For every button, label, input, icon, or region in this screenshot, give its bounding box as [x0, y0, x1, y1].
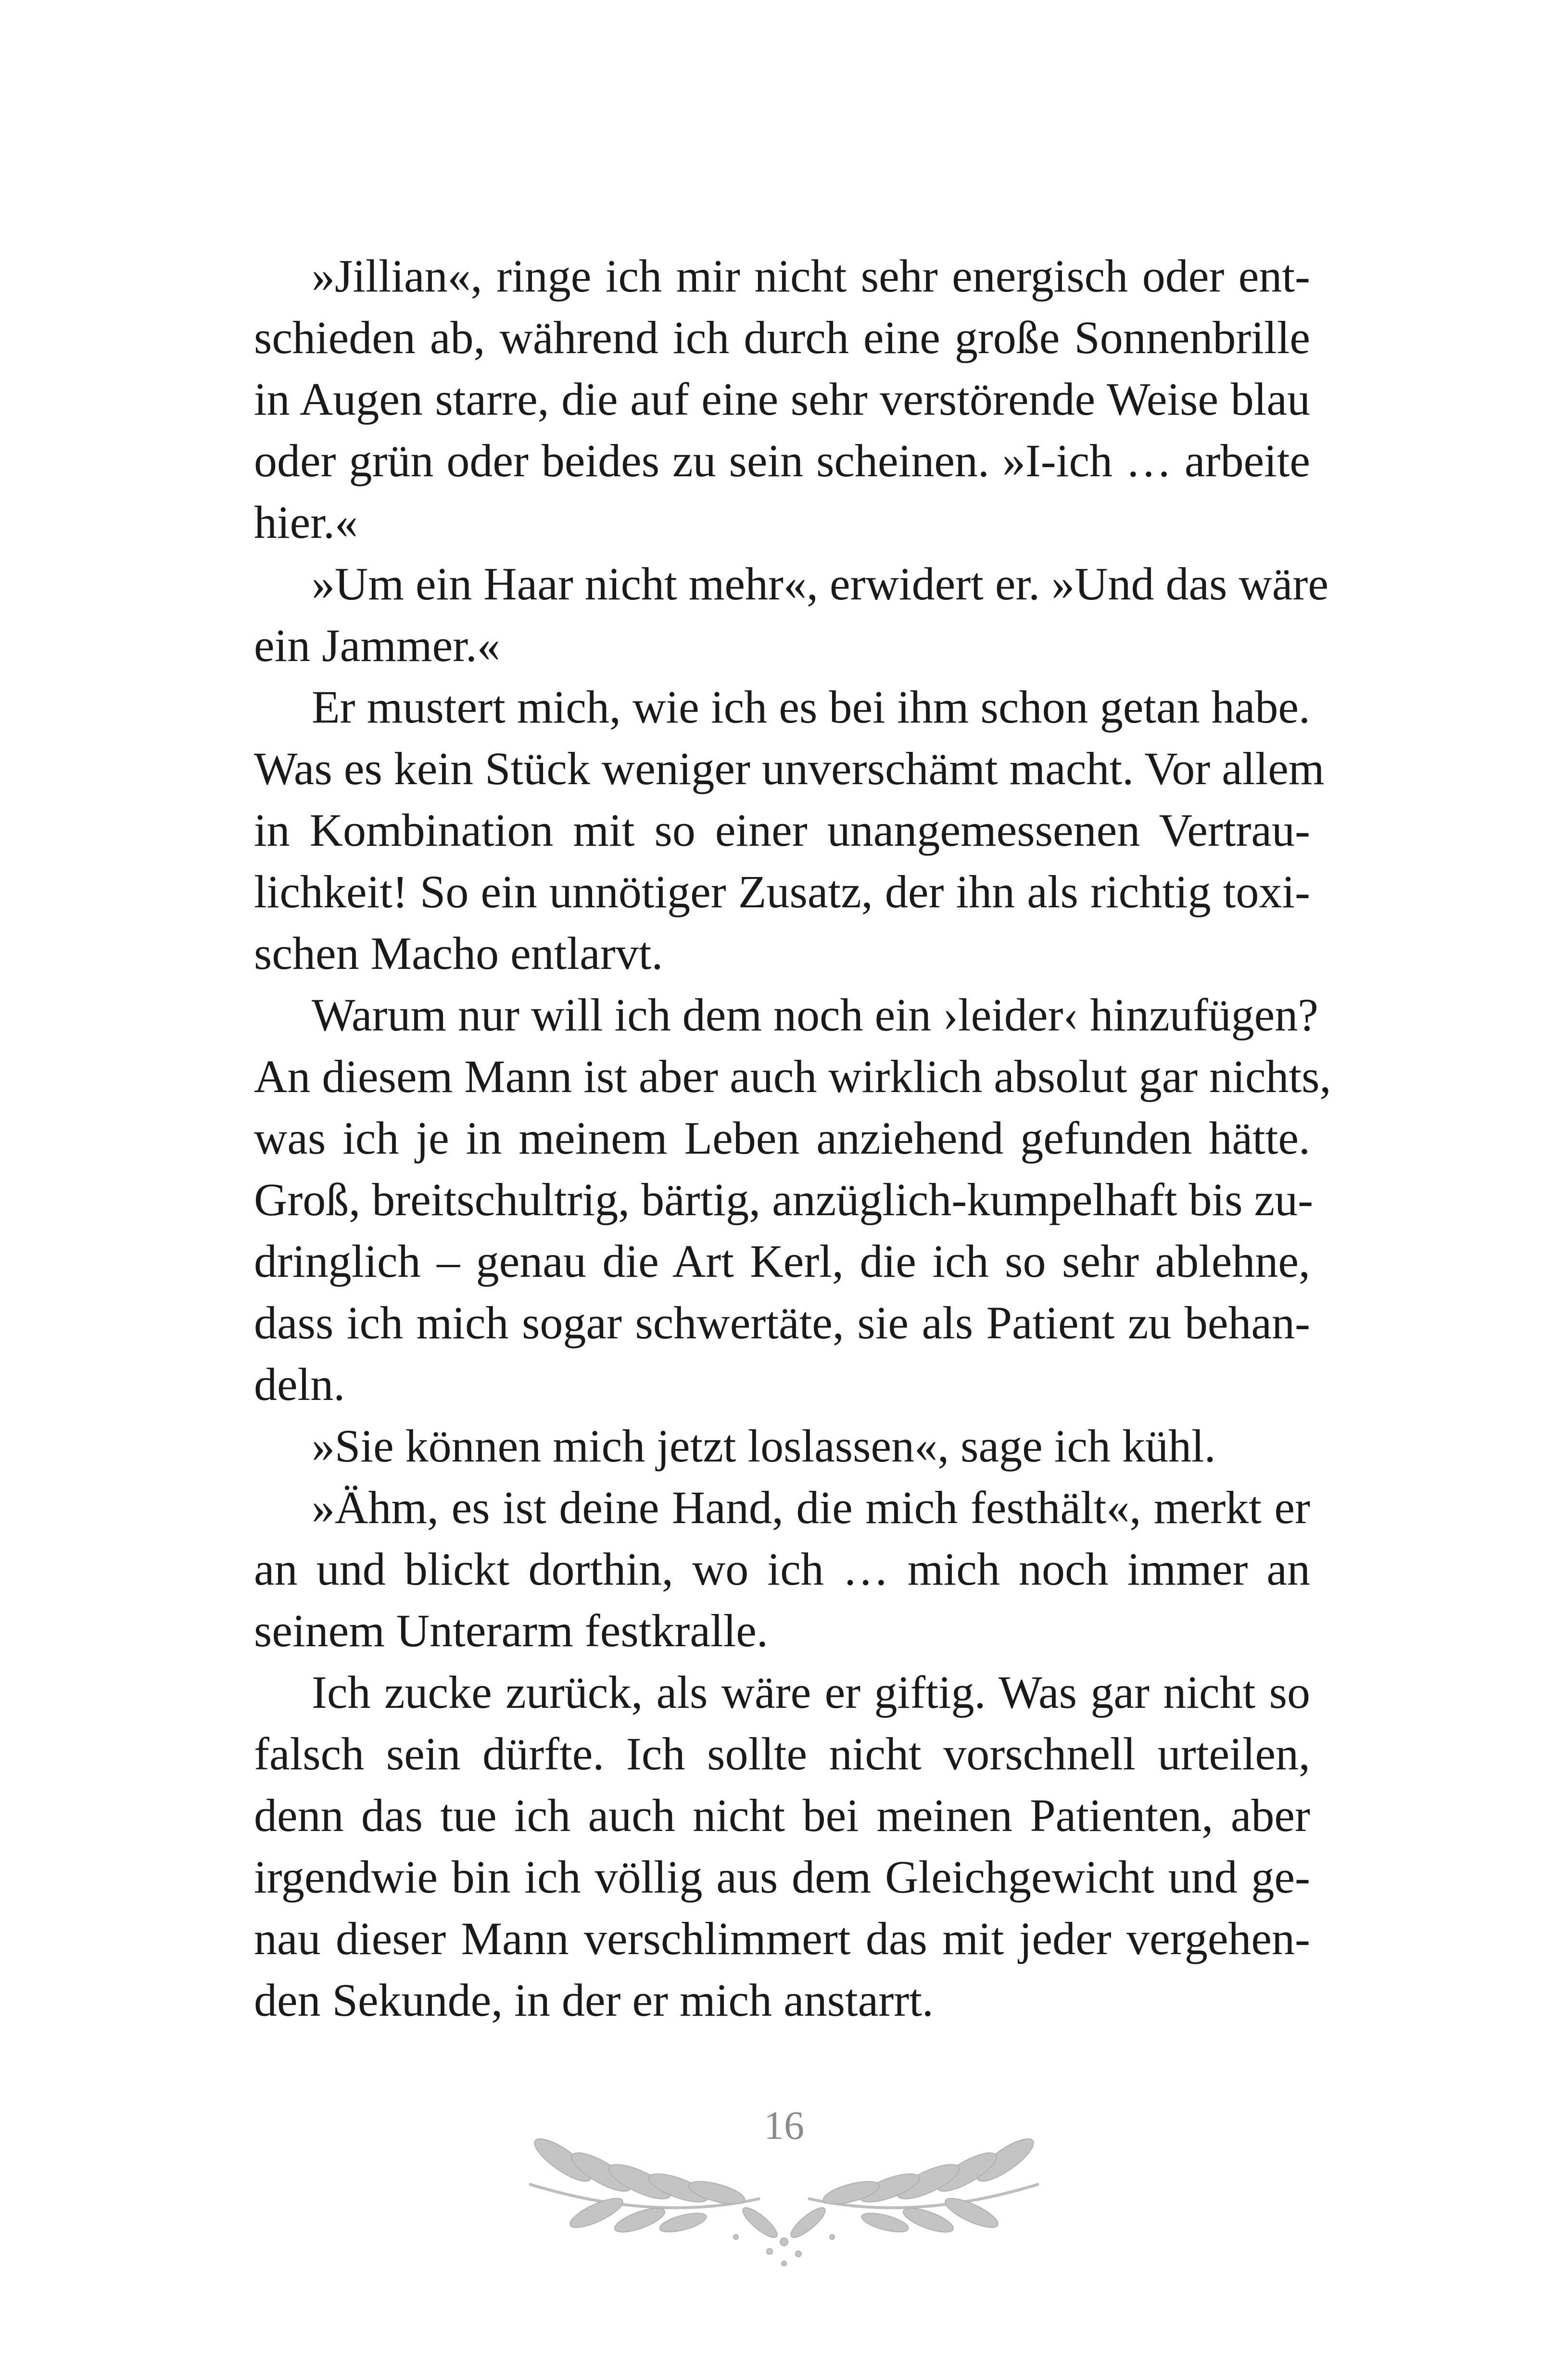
- text-line: »Sie können mich jetzt loslassen«, sage ich kühl.: [312, 1420, 1216, 1472]
- text-line: Groß, breitschultrig, bärtig, anzüglich-kumpelhaft bis zu-: [254, 1174, 1314, 1225]
- text-line: »Um ein Haar nicht mehr«, erwidert er. »Und das wäre: [312, 558, 1328, 610]
- text-line: in Kombination mit so einer unangemessenen Vertrau-: [254, 804, 1310, 856]
- text-line: ein Jammer.«: [254, 620, 500, 671]
- text-line: dass ich mich sogar schwertäte, sie als Patient zu behan-: [254, 1297, 1310, 1348]
- text-line: An diesem Mann ist aber auch wirklich absolut gar nichts,: [254, 1051, 1331, 1102]
- body-text: [254, 245, 1331, 2031]
- text-line: Er mustert mich, wie ich es bei ihm schon getan habe.: [312, 681, 1310, 733]
- text-line: schen Macho entlarvt.: [254, 928, 663, 979]
- text-line: in Augen starre, die auf eine sehr verstörende Weise blau: [254, 373, 1310, 425]
- text-line: »Jillian«, ringe ich mir nicht sehr energisch oder ent-: [312, 250, 1310, 302]
- text-line: irgendwie bin ich völlig aus dem Gleichgewicht und ge-: [254, 1851, 1310, 1903]
- text-line: denn das tue ich auch nicht bei meinen Patienten, aber: [254, 1790, 1310, 1841]
- text-line: nau dieser Mann verschlimmert das mit jeder vergehen-: [254, 1913, 1310, 1964]
- text-line: Warum nur will ich dem noch ein ›leider‹ hinzufügen?: [312, 989, 1318, 1041]
- text-line: lichkeit! So ein unnötiger Zusatz, der ihn als richtig toxi-: [254, 866, 1310, 917]
- text-line: den Sekunde, in der er mich anstarrt.: [254, 1974, 934, 2026]
- text-line: oder grün oder beides zu sein scheinen. »I-ich … arbeite: [254, 435, 1310, 486]
- text-line: seinem Unterarm festkralle.: [254, 1605, 768, 1656]
- text-line: was ich je in meinem Leben anziehend gefunden hätte.: [254, 1112, 1310, 1164]
- text-line: Was es kein Stück weniger unverschämt macht. Vor allem: [254, 743, 1325, 794]
- page-number: 16: [764, 2103, 804, 2148]
- text-line: falsch sein dürfte. Ich sollte nicht vorschnell urteilen,: [254, 1728, 1310, 1779]
- text-line: schieden ab, während ich durch eine große Sonnenbrille: [254, 312, 1310, 363]
- text-line: dringlich – genau die Art Kerl, die ich so sehr ablehne,: [254, 1235, 1310, 1287]
- text-line: Ich zucke zurück, als wäre er giftig. Was gar nicht so: [312, 1666, 1310, 1718]
- text-line: deln.: [254, 1359, 345, 1410]
- text-line: an und blickt dorthin, wo ich … mich noch immer an: [254, 1543, 1310, 1595]
- text-line: hier.«: [254, 496, 358, 548]
- text-line: »Ähm, es ist deine Hand, die mich festhält«, merkt er: [312, 1482, 1310, 1533]
